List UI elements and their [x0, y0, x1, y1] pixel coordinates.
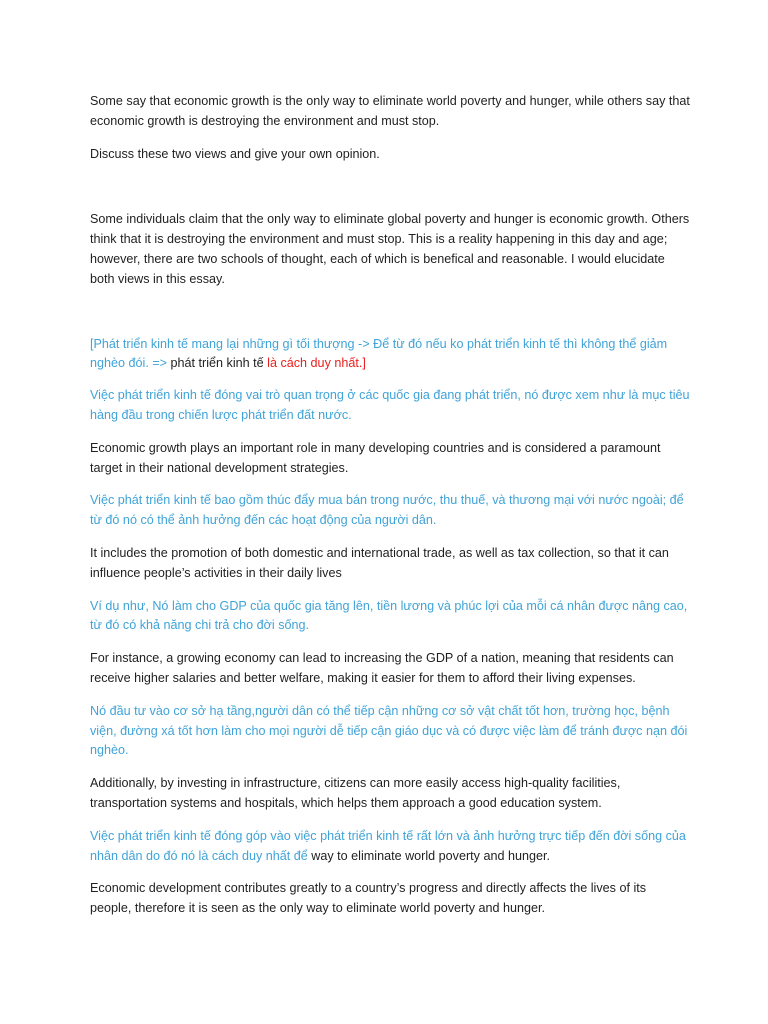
mixed-note-black: way to eliminate world poverty and hunger. — [311, 848, 550, 863]
conclusion-paragraph: Economic development contributes greatly to a country’s progress and directly affects the lives of its people, therefore it is seen as the only way to eliminate world poverty and hunger. — [90, 881, 647, 916]
essay-instruction: Discuss these two views and give your own opinion. — [90, 146, 380, 161]
english-paragraph: For instance, a growing economy can lead to increasing the GDP of a nation, meaning that residents can receive higher salaries and better welfare, making it easier for them to afford their living expenses. — [90, 651, 674, 685]
vietnamese-note: Việc phát triển kinh tế bao gồm thúc đẩy mua bán trong nước, thu thuế, và thương mại với nước ngoài; để từ đó nó có thể ảnh hưởng đến các hoạt động của người dân. — [90, 493, 684, 528]
outline-note-blue: [Phát triển kinh tế mang lại những gì tối thượng -> Để từ đó nếu ko phát triển kinh tế thì không thể giảm nghèo đói. => — [90, 336, 668, 371]
introduction-paragraph: Some individuals claim that the only way to eliminate global poverty and hunger is economic growth. Others think that it is destroying the environment and must stop. This is a reality happening in this day and age; however, there are two schools of thought, each of which is benefical and reasonable. I would elucidate both views in this essay. — [90, 212, 690, 286]
vietnamese-note: Nó đầu tư vào cơ sở hạ tầng,người dân có thể tiếp cận những cơ sở vật chất tốt hơn, trường học, bệnh viện, đường xá tốt hơn làm cho mọi người dễ tiếp cận giáo dục và có được việc làm để tránh được nạn đói nghèo. — [90, 703, 688, 758]
vietnamese-note: Ví dụ như, Nó làm cho GDP của quốc gia tăng lên, tiền lương và phúc lợi của mỗi cá nhân được nâng cao, từ đó có khả năng chi trả cho đời sống. — [90, 598, 688, 633]
english-paragraph: Economic growth plays an important role in many developing countries and is considered a paramount target in their national development strategies. — [90, 440, 661, 475]
essay-prompt: Some say that economic growth is the only way to eliminate world poverty and hunger, while others say that economic growth is destroying the environment and must stop. — [90, 94, 690, 128]
vietnamese-note: Việc phát triển kinh tế đóng vai trò quan trọng ở các quốc gia đang phát triển, nó được xem như là mục tiêu hàng đầu trong chiến lược phát triển đất nước. — [90, 388, 690, 422]
document-page — [90, 92, 690, 919]
outline-note-black: phát triển kinh tế — [170, 356, 268, 371]
english-paragraph: Additionally, by investing in infrastructure, citizens can more easily access high-quality facilities, transportation systems and hospitals, which helps them approach a good education system. — [90, 776, 621, 810]
outline-note-red: là cách duy nhất.] — [267, 356, 366, 371]
english-paragraph: It includes the promotion of both domestic and international trade, as well as tax collection, so that it can influence people’s activities in their daily lives — [90, 545, 669, 580]
outline-note — [90, 335, 690, 375]
mixed-note — [90, 827, 690, 867]
mixed-note-blue: Việc phát triển kinh tế đóng góp vào việc phát triển kinh tế rất lớn và ảnh hưởng trực tiếp đến đời sống của nhân dân do đó nó là cách duy nhất để — [90, 828, 686, 863]
